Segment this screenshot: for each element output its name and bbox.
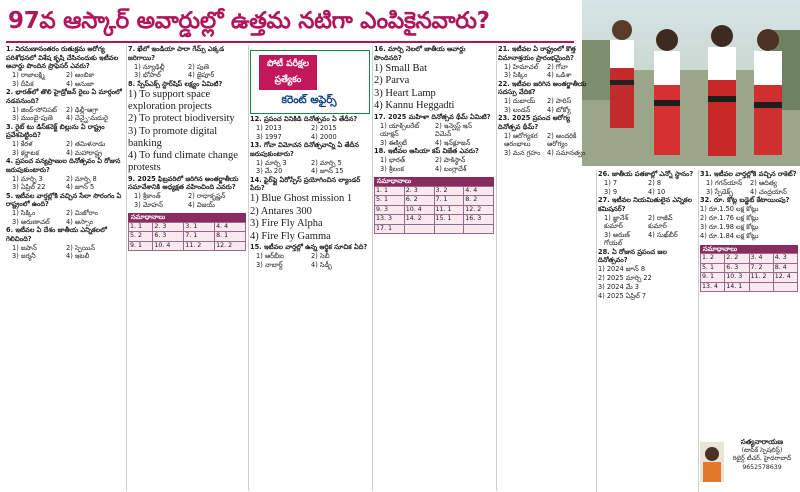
answer-cell: 16. 3 — [464, 215, 494, 225]
answer-cell — [749, 282, 773, 292]
option: 2) స్పెయిన్ — [66, 243, 95, 252]
answer-title: సమాధానాలు — [374, 177, 494, 186]
answer-cell: 12. 2 — [215, 241, 246, 251]
answer-cell: 14. 1 — [725, 282, 749, 292]
option: 1) మార్చి 3 — [12, 174, 43, 183]
answer-cell: 8. 2 — [464, 196, 494, 206]
option: 4) సుఖ్‌బీర్ — [648, 230, 678, 239]
headline-rule — [6, 41, 574, 43]
option: 3) సిక్కిం — [504, 71, 528, 79]
question-text: 28. ఏ రోజున ప్రపంచ జల దినోత్సవం? — [598, 247, 667, 264]
answer-cell: 1. 1 — [129, 222, 153, 232]
answer-cell — [434, 224, 464, 234]
answer-cell — [773, 282, 797, 292]
answer-cell: 11. 1 — [434, 205, 464, 215]
option: 2) పారిస్ — [547, 97, 572, 105]
option: 1) దుబాయ్ — [504, 97, 536, 105]
answer-table — [700, 253, 798, 292]
option: 4) అనుజా — [66, 79, 94, 88]
author-phone: 9652578639 — [742, 463, 782, 471]
option: 4) చంద్రయాన్ — [750, 187, 787, 196]
question-text: 31. ఇటీవల వార్తల్లోకి వచ్చిన రాకెట్? — [700, 170, 797, 178]
answer-cell: 9. 1 — [701, 273, 725, 283]
option: 4) To fund climate change protests — [128, 150, 238, 173]
option: 4) టోక్యో — [547, 105, 571, 114]
answer-title: సమాధానాలు — [700, 245, 798, 254]
option: 3) అరుణ్ గోయల్ — [604, 230, 630, 247]
question-block — [250, 115, 370, 141]
author-affiliation: రిటైర్డ్ టీచర్, హైదరాబాద్ — [732, 455, 792, 462]
question-text: 32. రూ. కోట్ల బడ్జెట్ కేటాయింపు? — [700, 196, 790, 204]
author-name: సత్యనారాయణ — [740, 438, 784, 446]
option: 3) దీపిక — [12, 79, 34, 88]
option: 2) పాకిస్థాన్ — [435, 156, 466, 164]
option: 4) ఇన్‌క్లూజన్ — [435, 138, 471, 147]
answer-table — [128, 222, 246, 252]
option: 4) Fire Fly Gamma — [250, 230, 331, 242]
option: 1) ఆర్‌బీఐ — [256, 252, 284, 260]
answer-cell: 6. 3 — [725, 263, 749, 273]
option: 1) రూ.1.50 లక్ష కోట్లు — [700, 205, 759, 213]
option: 3) స్పేడెక్స్ — [706, 187, 733, 196]
option: 3) కర్ణాటక — [12, 148, 40, 157]
answer-cell: 3. 4 — [749, 254, 773, 264]
option: 4) ఒడిశా — [547, 71, 572, 79]
option: 1) కేరళ — [12, 140, 33, 148]
option: 2) 2015 — [311, 124, 337, 132]
question-block — [498, 114, 594, 157]
section-badge-line2: ప్రత్యేకం — [274, 75, 302, 85]
section-badge — [250, 50, 370, 114]
option: 3) జర్మనీ — [12, 252, 36, 260]
answer-cell: 9. 1 — [129, 241, 153, 251]
option: 1) 2024 జూన్ 8 — [598, 265, 646, 273]
option: 1) మార్చి 3 — [256, 158, 287, 167]
option: 1) జపాన్ — [12, 243, 37, 252]
question-text: 15. ఇటీవల వార్తల్లో ఉన్న ఆర్థిక సూచిక ఏది? — [250, 243, 368, 251]
option: 3) భోపాల్ — [134, 71, 161, 79]
column-7 — [700, 170, 798, 434]
question-text: 17. 2025 మహిళా దినోత్సవ థీమ్ ఏమిటి? — [374, 112, 491, 121]
option: 2) మిజోరాం — [66, 209, 98, 217]
question-block — [6, 88, 124, 123]
question-text: 22. ఇటీవల జరిగిన అంతర్జాతీయ సదస్సు వేదిక? — [498, 79, 587, 96]
option: 2) అందరికీ ఆరోగ్యం — [547, 131, 577, 148]
option: 1) To support space exploration projects — [128, 88, 212, 112]
option: 4) రూ.1.84 లక్ష కోట్లు — [700, 232, 759, 240]
answer-cell: 5. 1 — [701, 263, 725, 273]
answer-box — [374, 177, 494, 234]
answer-box — [128, 213, 246, 251]
column-divider — [496, 45, 497, 491]
option: 2) రూ.1.76 లక్ష కోట్లు — [700, 214, 759, 222]
answer-cell: 12. 4 — [773, 273, 797, 283]
question-text: 4. ప్రపంచ వన్యప్రాణుల దినోత్సవం ఏ రోజున జరుపుకుంటారు? — [6, 157, 121, 174]
question-block — [498, 80, 594, 115]
option: 3) రూ.1.98 లక్ష కోట్లు — [700, 223, 759, 231]
headline: 97వ ఆస్కార్ అవార్డుల్లో ఉత్తమ నటిగా ఎంపికైనవారు? — [8, 8, 490, 34]
option: 4) 2000 — [311, 132, 337, 141]
question-block — [598, 170, 696, 196]
option: 3) 1997 — [256, 132, 282, 141]
answer-cell: 14. 2 — [404, 215, 434, 225]
option: 2) To protect biodiversity — [128, 113, 235, 124]
option: 1) జింద్-సోనిపట్ — [12, 105, 57, 114]
question-block — [6, 192, 124, 227]
answer-cell: 5. 1 — [375, 196, 405, 206]
answer-cell: 6. 3 — [153, 232, 184, 242]
question-text: 8. స్పేస్‌ఎక్స్ స్టార్‌షిప్ లక్ష్యం ఏమిటి? — [128, 79, 223, 88]
answer-cell: 10. 4 — [404, 205, 434, 215]
option: 2) పుణె — [188, 62, 209, 71]
answer-cell: 3. 1 — [184, 222, 215, 232]
question-block — [374, 45, 494, 112]
answer-cell: 11. 2 — [184, 241, 215, 251]
option: 2) Antares 300 — [250, 205, 312, 217]
option: 4) అస్సాం — [66, 217, 93, 226]
option: 2) రాధాకృష్ణన్ — [188, 192, 226, 200]
option: 3) Heart Lamp — [374, 87, 436, 99]
option: 3) Fire Fly Alpha — [250, 218, 323, 229]
option: 2) ఆదిత్య — [750, 179, 777, 187]
question-block — [250, 141, 370, 176]
answer-cell — [404, 224, 434, 234]
option: 2) ఢిల్లీ-ఆగ్రా — [66, 105, 99, 114]
question-text: 14. ఫైర్‌ఫ్లై ఏరోస్పేస్ ప్రయోగించిన ల్యాండర్ పేరు? — [250, 175, 361, 192]
option: 1) శ్రీకాంత్ — [134, 192, 161, 200]
question-block — [374, 147, 494, 173]
answer-cell: 17. 1 — [375, 224, 405, 234]
question-block — [6, 123, 124, 158]
answer-cell: 4. 4 — [464, 186, 494, 196]
option: 3) ఏప్రిల్ 22 — [12, 183, 46, 191]
option: 4) 10 — [648, 187, 666, 196]
question-text: 5. ఇటీవల వార్తల్లోకి వచ్చిన సేలా సొరంగం ఏ రాష్ట్రంలో ఉంది? — [6, 191, 122, 208]
option: 2) రాజీవ్ కుమార్ — [648, 213, 673, 230]
question-block — [128, 175, 246, 210]
answer-cell: 13. 3 — [375, 215, 405, 225]
answer-cell: 9. 3 — [375, 205, 405, 215]
column-1 — [6, 45, 124, 491]
option: 2) గోవా — [547, 62, 568, 71]
column-divider — [248, 45, 249, 491]
question-block — [498, 45, 594, 80]
section-badge-line1: పోటీ పరీక్షల — [266, 59, 310, 69]
option: 2) 8 — [648, 179, 662, 187]
column-divider — [698, 170, 699, 492]
question-block — [6, 157, 124, 192]
answer-cell: 3. 2 — [434, 186, 464, 196]
answer-cell: 1. 1 — [375, 186, 405, 196]
question-text: 2. భారత్‌లో తొలి హైడ్రోజన్ రైలు ఏ మార్గంలో నడవనుంది? — [6, 88, 122, 105]
answer-title: సమాధానాలు — [128, 213, 246, 222]
option: 3) అరుణాచల్ — [12, 217, 50, 226]
option: 3) నాబార్డ్ — [256, 260, 283, 269]
answer-cell: 4. 4 — [215, 222, 246, 232]
question-block — [598, 248, 696, 301]
column-6 — [598, 170, 696, 492]
option: 4) విజయ్ — [188, 200, 215, 209]
answer-cell: 10. 3 — [725, 273, 749, 283]
option: 3) To promote digital banking — [128, 125, 218, 149]
option: 1) జ్ఞానేశ్ కుమార్ — [604, 213, 629, 230]
option: 1) Blue Ghost mission 1 — [250, 193, 353, 204]
option: 1) 2013 — [256, 124, 282, 132]
option: 4) సిడ్బీ — [311, 260, 332, 269]
option: 2) మార్చి 5 — [311, 158, 342, 167]
question-text: 9. 2025 ఫిబ్రవరిలో జరిగిన అంతర్జాతీయ సమావేశానికి అధ్యక్షత వహించింది ఎవరు? — [128, 174, 239, 191]
question-block — [700, 170, 798, 196]
question-text: 1. విరమణానంతరం రుతుక్రమ ఆరోగ్య పరిశోధనలో విశేష కృషి చేసినందుకు ఇటీవల అవార్డు పొందిన ప్రొఫెసర్ ఎవరు? — [6, 45, 119, 70]
option: 1) యాక్సిలరేట్ యాక్షన్ — [380, 121, 420, 138]
question-text: 26. జాతీయ పతకాల్లో ఎన్నో స్థానం? — [598, 170, 694, 178]
answer-box — [700, 245, 798, 293]
option: 1) 7 — [604, 179, 618, 187]
question-text: 23. 2025 ప్రపంచ ఆరోగ్య దినోత్సవ థీమ్? — [498, 114, 571, 131]
question-text: 18. ఇటీవల ఆసియా కప్ విజేత ఎవరు? — [374, 147, 479, 155]
answer-cell: 4. 3 — [773, 254, 797, 264]
option: 4) జూన్ 15 — [311, 167, 344, 175]
option: 1) రాజాలక్ష్మి — [12, 71, 45, 79]
column-4 — [374, 45, 494, 491]
question-text: 21. ఇటీవల ఏ రాష్ట్రంలో కొత్త విమానాశ్రయం ప్రారంభమైంది? — [498, 45, 576, 62]
answer-cell: 10. 4 — [153, 241, 184, 251]
option: 1) సిక్కిం — [12, 209, 36, 217]
option: 2) తమిళనాడు — [66, 140, 106, 148]
answer-cell: 13. 4 — [701, 282, 725, 292]
question-text: 12. ప్రపంచ వినికిడి దినోత్సవం ఏ తేదీన? — [250, 115, 358, 123]
answer-cell: 8. 4 — [773, 263, 797, 273]
section-badge-label — [259, 55, 317, 90]
answer-cell: 2. 3 — [153, 222, 184, 232]
option: 2) మార్చి 8 — [66, 174, 97, 183]
question-text: 3. రైట్ టు డిస్‌కనెక్ట్ బిల్లును ఏ రాష్ట్రం ప్రవేశపెట్టింది? — [6, 122, 105, 139]
answer-cell: 6. 2 — [404, 196, 434, 206]
answer-cell: 2. 3 — [404, 186, 434, 196]
answer-cell: 15. 1 — [434, 215, 464, 225]
option: 2) Parva — [374, 75, 410, 86]
answer-cell: 5. 2 — [129, 232, 153, 242]
option: 4) సమానత్వం — [547, 148, 586, 157]
option: 4) జైపూర్ — [188, 71, 215, 79]
answer-cell: 11. 2 — [749, 273, 773, 283]
answer-cell: 7. 1 — [434, 196, 464, 206]
option: 4) మహారాష్ట్ర — [66, 148, 102, 157]
author-details — [728, 438, 796, 472]
question-text: 13. గోవా విమోచన దినోత్సవాన్ని ఏ తేదీన జరుపుకుంటారు? — [250, 141, 359, 158]
column-divider — [596, 170, 597, 492]
option: 3) 9 — [604, 187, 618, 196]
question-block — [128, 45, 246, 80]
question-text: 6. ఇటీవల ఏ దేశం జాతీయ ఎన్నికలలో గెలిచింది? — [6, 226, 107, 243]
answer-cell: 7. 2 — [749, 263, 773, 273]
option: 4) బంగ్లాదేశ్ — [435, 164, 467, 173]
option: 3) ఈక్విటీ — [380, 138, 407, 147]
option: 3) ముంబై-పుణె — [12, 114, 53, 122]
author-photo — [700, 442, 724, 482]
option: 3) మోహన్ — [134, 200, 163, 209]
answer-cell: 1. 2 — [701, 254, 725, 264]
question-block — [6, 226, 124, 261]
answer-table — [374, 186, 494, 235]
option: 1) ఆరోగ్యకర ఆరంభాలు — [504, 131, 538, 148]
question-text: 16. మార్చి నెలలో జాతీయ అవార్డు పొందినది? — [374, 45, 466, 62]
option: 2) సెబీ — [311, 252, 330, 260]
section-badge-title: కరెంట్ అఫైర్స్ — [281, 94, 337, 106]
question-block — [700, 196, 798, 241]
answer-cell: 8. 1 — [215, 232, 246, 242]
option: 3) శ్రీలంక — [380, 164, 404, 173]
question-block — [250, 176, 370, 243]
option: 2) అంబికా — [66, 71, 95, 79]
option: 1) భారత్ — [380, 156, 405, 164]
option: 2) ఇన్వెస్ట్ ఇన్ విమెన్ — [435, 121, 472, 138]
option: 3) 2024 మే 3 — [598, 283, 640, 291]
option: 4) Kannu Heggadti — [374, 100, 455, 111]
answer-cell: 7. 1 — [184, 232, 215, 242]
author-credit — [700, 436, 798, 490]
option: 2) 2025 మార్చి 22 — [598, 274, 652, 282]
option: 1) న్యూఢిల్లీ — [134, 62, 165, 71]
column-2 — [128, 45, 246, 491]
question-block — [6, 45, 124, 88]
question-text: 27. ఇటీవల నియమితులైన ఎన్నికల కమిషనర్? — [598, 196, 693, 213]
column-divider — [372, 45, 373, 491]
award-winners-photo — [582, 0, 800, 166]
option: 1) Small Bat — [374, 62, 428, 74]
question-block — [374, 113, 494, 148]
option: 3) మే 20 — [256, 167, 283, 175]
question-block — [598, 196, 696, 248]
option: 4) ఇటలీ — [66, 252, 90, 260]
option: 4) చెన్నై-మదురై — [66, 114, 108, 122]
column-5 — [498, 45, 594, 491]
question-text: 7. ఖేలో ఇండియా పారా గేమ్స్ ఎక్కడ జరిగాయి? — [128, 45, 225, 62]
option: 1) హిమాచల్ — [504, 62, 539, 71]
answer-cell: 12. 2 — [464, 205, 494, 215]
answer-cell — [464, 224, 494, 234]
question-block — [128, 80, 246, 175]
option: 1) గగన్‌యాన్ — [706, 179, 743, 187]
option: 4) 2025 ఏప్రిల్ 7 — [598, 292, 647, 300]
question-block — [250, 243, 370, 269]
column-divider — [126, 45, 127, 491]
option: 4) జూన్ 5 — [66, 183, 95, 191]
answer-cell: 2. 2 — [725, 254, 749, 264]
option: 3) లండన్ — [504, 105, 531, 114]
option: 3) మన గ్రహం — [504, 148, 541, 157]
author-title: (టాపిక్ స్పెషలిస్ట్) — [741, 446, 783, 454]
